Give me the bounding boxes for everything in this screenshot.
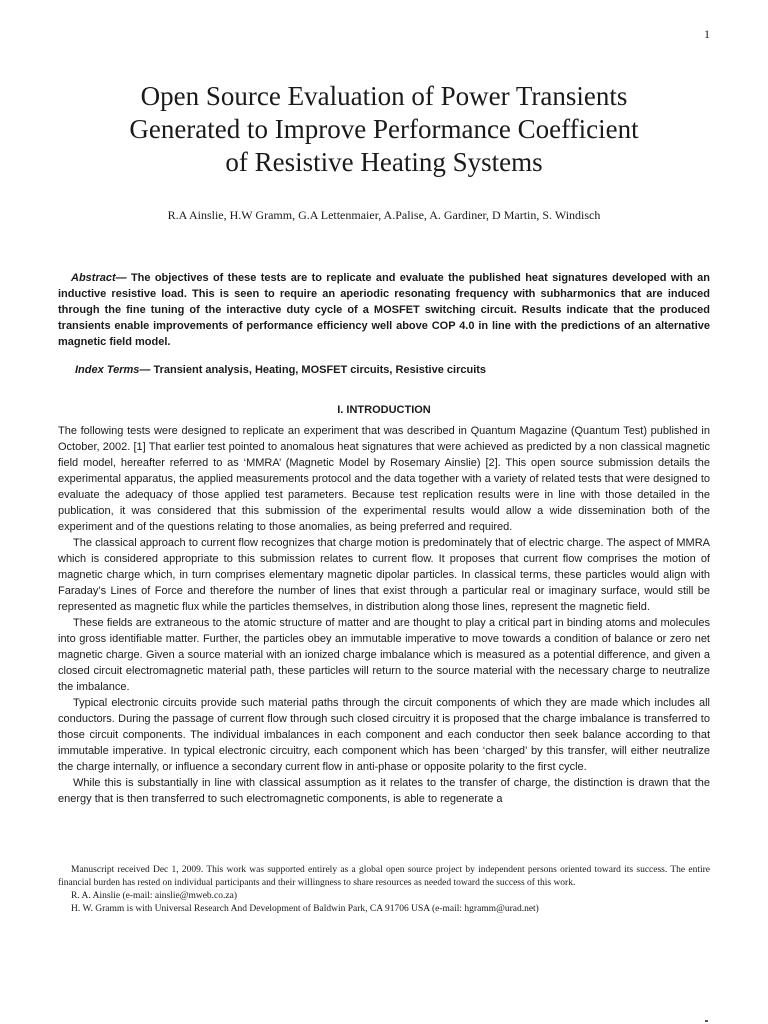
index-terms-label: Index Terms— [75,364,151,376]
introduction-body [58,423,710,807]
body-paragraph: While this is substantially in line with classical assumption as it relates to the transfer of charge, the distinction is drawn that the energy that is then transferred to such electromagnetic components, is able to regenerate a [58,777,710,805]
title-line: Open Source Evaluation of Power Transients [140,81,628,111]
page-corner-mark [705,1020,708,1022]
title-line: Generated to Improve Performance Coefficient [129,114,639,144]
abstract-label: Abstract— [71,272,127,284]
footnote-author-gramm: H. W. Gramm is with Universal Research And Development of Baldwin Park, CA 91706 USA (e-mail: hgramm@urad.net) [71,904,539,914]
abstract [58,270,710,350]
section-heading-introduction: I. INTRODUCTION [337,404,431,416]
body-paragraph: The classical approach to current flow recognizes that charge motion is predominately that of electric charge. The aspect of MMRA which is considered appropriate to this submission relates to current flow. It proposes that current flow comprises the motion of magnetic charge which, in turn comprises elementary magnetic dipolar particles. In classical terms, these particles would align with Faraday’s Lines of Force and therefore the number of lines that exist through a particular real or imaginary surface, would still be represented as magnetic flux while the particles themselves, in distribution along those lines, represent the magnetic field. [58,537,710,613]
body-paragraph: These fields are extraneous to the atomic structure of matter and are thought to play a critical part in binding atoms and molecules into gross identifiable matter. Further, the particles obey an immutable imperative to move towards a condition of balance or zero net magnetic charge. Given a source material with an ionized charge imbalance which is measured as a potential difference, and given a closed circuit electromagnetic material path, these particles will return to the source material with the necessary charge to neutralize the imbalance. [58,617,710,693]
index-terms [58,362,710,378]
index-terms-text: Transient analysis, Heating, MOSFET circuits, Resistive circuits [150,364,487,376]
author-list: R.A Ainslie, H.W Gramm, G.A Lettenmaier, A.Palise, A. Gardiner, D Martin, S. Windisch [167,208,601,222]
body-paragraph: Typical electronic circuits provide such material paths through the circuit components of which they are made which includes all conductors. During the passage of current flow through such closed circuitry it is proposed that the charge imbalance is transferred to those circuit components. The individual imbalances in each component and each conductor then seek balance according to that immutable imperative. In typical electronic circuitry, each component which has been ‘charged’ by this transfer, will either neutralize the charge internally, or influence a secondary current flow in anti-phase or opposite polarity to the first cycle. [58,697,710,773]
footnote-manuscript: Manuscript received Dec 1, 2009. This work was supported entirely as a global open source project by independent persons oriented toward its success. The entire financial burden has rested on individual participants and their willingness to share resources as needed toward the success of this work. [58,865,710,888]
body-paragraph: The following tests were designed to replicate an experiment that was described in Quantum Magazine (Quantum Test) published in October, 2002. [1] That earlier test pointed to anomalous heat signatures that were achieved as predicted by a non classical magnetic field model, hereafter referred to as ‘MMRA’ (Magnetic Model by Rosemary Ainslie) [2]. This open source submission details the experimental apparatus, the applied measurements protocol and the data together with a variety of related tests that were designed to evaluate the adequacy of those applied test parameters. Because test replication results were in line with those detailed in the publication, it was considered that this submission of the experimental results would allow a wide dissemination both of the experiment and of the questions relating to those anomalies, as being preferred and required. [58,425,710,533]
page-number: 1 [704,27,710,41]
paper-title [40,80,728,179]
title-line: of Resistive Heating Systems [225,147,543,177]
abstract-text: The objectives of these tests are to replicate and evaluate the published heat signatures developed with an inductive resistive load. This is seen to require an aperiodic resonating frequency with subharmonics that are induced through the fine tuning of the interactive duty cycle of a MOSFET switching circuit. Results indicate that the produced transients enable improvements of performance efficiency well above COP 4.0 in line with the predictions of an alternative magnetic field model. [58,272,710,348]
footnote-author-ainslie: R. A. Ainslie (e-mail: ainslie@mweb.co.za) [71,891,237,901]
footnote-block [58,864,710,916]
